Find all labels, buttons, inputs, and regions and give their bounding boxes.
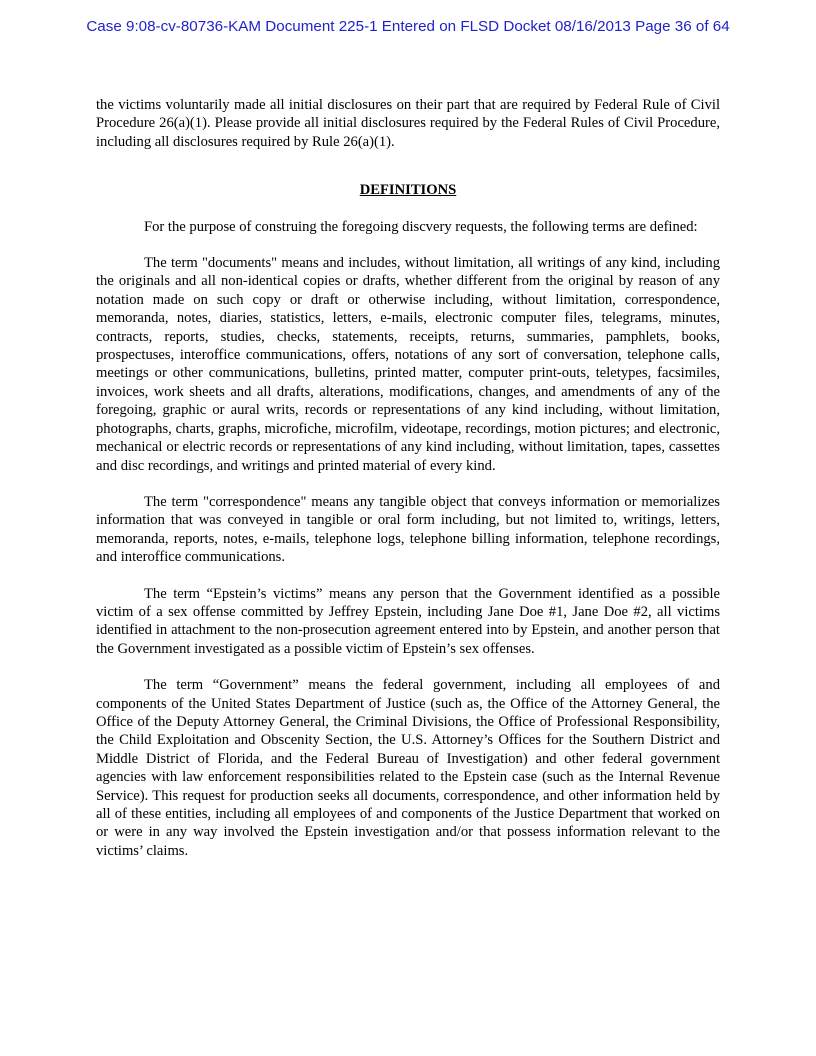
- definition-documents: The term "documents" means and includes, without limitation, all writings of any kind, including the originals and all non-identical copies or drafts, whether different from the original by reason of any notation made on such copy or draft or otherwise including, without limitation, correspondence, memoranda, notes, diaries, statistics, letters, e-mails, electronic computer files, telegrams, minutes, contracts, reports, studies, checks, statements, receipts, returns, summaries, pamphlets, books, prospectuses, interoffice communications, offers, notations of any sort of conversation, telephone calls, meetings or other communications, bulletins, printed matter, computer print-outs, teletypes, facsimiles, invoices, work sheets and all drafts, alterations, modifications, changes, and amendments of any of the foregoing, graphic or aural writs, records or representations of any kind including, without limitation, photographs, charts, graphs, microfiche, microfilm, videotape, recordings, motion pictures; and electronic, mechanical or electric records or representations of any kind including, without limitation, tapes, cassettes and disc recordings, and writings and printed material of every kind.: [96, 255, 720, 474]
- definition-government: The term “Government” means the federal government, including all employees of and components of the United States Department of Justice (such as, the Office of the Attorney General, the Office of the Deputy Attorney General, the Criminal Divisions, the Office of Professional Responsibility, the Child Exploitation and Obscenity Section, the U.S. Attorney’s Offices for the Southern District and Middle District of Florida, and the Federal Bureau of Investigation) and other federal government agencies with law enforcement responsibilities related to the Epstein case (such as the Internal Revenue Service). This request for production seeks all documents, correspondence, and other information held by all of these entities, including all employees of and components of the Justice Department that worked on or were in any way involved the Epstein investigation and/or that possess information relevant to the victims’ claims.: [96, 677, 720, 859]
- definitions-preamble: For the purpose of construing the foregoing discvery requests, the following terms are defined:: [144, 218, 698, 235]
- docket-header: [60, 18, 756, 35]
- docket-header-text: Case 9:08-cv-80736-KAM Document 225-1 Entered on FLSD Docket 08/16/2013 Page 36 of 64: [86, 18, 730, 35]
- definition-correspondence: The term "correspondence" means any tangible object that conveys information or memorializes information that was conveyed in tangible or oral form including, but not limited to, writings, letters, memoranda, reports, notes, e-mails, telephone logs, telephone billing information, telephone recordings, and interoffice communications.: [96, 493, 720, 566]
- definition-epsteins-victims: The term “Epstein’s victims” means any person that the Government identified as a possible victim of a sex offense committed by Jeffrey Epstein, including Jane Doe #1, Jane Doe #2, all victims identified in attachment to the non-prosecution agreement entered into by Epstein, and another person that the Government investigated as a possible victim of Epstein’s sex offenses.: [96, 585, 720, 657]
- section-heading: DEFINITIONS: [359, 182, 457, 199]
- intro-paragraph: the victims voluntarily made all initial disclosures on their part that are required by Federal Rule of Civil Procedure 26(a)(1). Please provide all initial disclosures required by the Federal Rules of Civil Procedure, including all disclosures required by Rule 26(a)(1).: [96, 97, 720, 150]
- document-body: [96, 96, 720, 878]
